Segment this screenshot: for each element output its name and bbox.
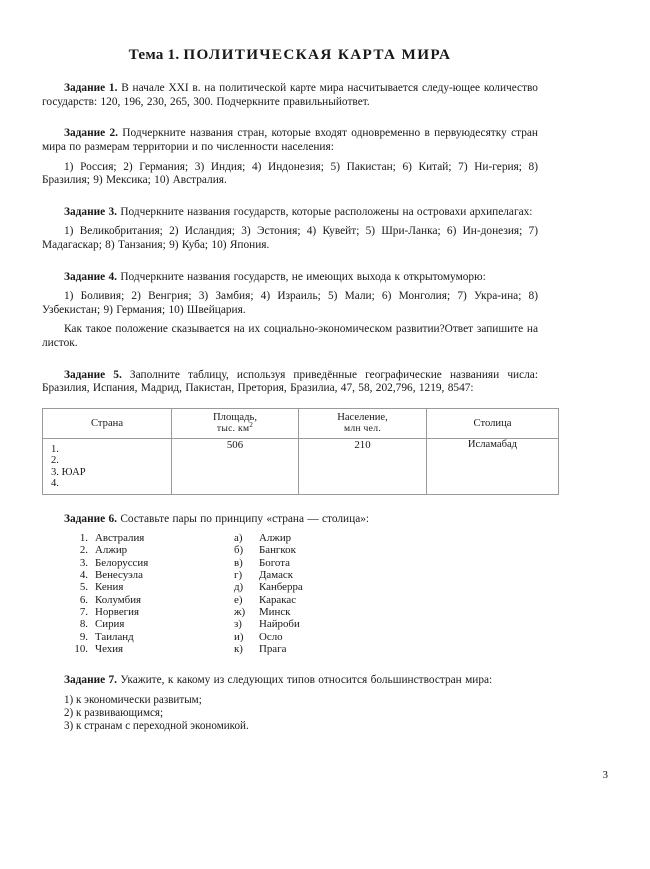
country-key-8: 8. xyxy=(79,618,88,631)
page-title xyxy=(42,46,538,64)
list-item[interactable] xyxy=(64,569,234,581)
list-item[interactable]: 2) к развивающимся; xyxy=(64,706,164,719)
task-5 xyxy=(42,369,538,495)
list-item[interactable] xyxy=(64,594,234,606)
list-item[interactable] xyxy=(234,618,414,630)
table-row xyxy=(43,438,559,494)
country-name-8: Сирия xyxy=(95,618,125,631)
task-4 xyxy=(42,271,538,351)
column-header-population-line2: млн чел. xyxy=(343,423,382,435)
task-7-paragraph xyxy=(42,674,538,688)
list-item[interactable] xyxy=(234,606,414,618)
country-key-1: 1. xyxy=(79,532,88,545)
row-country-3: ЮАР xyxy=(61,466,86,478)
capital-name-v: Богота xyxy=(259,556,290,569)
country-key-6: 6. xyxy=(79,593,88,606)
list-item[interactable] xyxy=(234,643,414,655)
capital-key-d: д) xyxy=(234,581,244,594)
column-header-population xyxy=(299,408,427,438)
list-item[interactable] xyxy=(51,467,171,478)
row-number-2: 2. xyxy=(51,455,59,467)
title-prefix: Тема 1. xyxy=(128,46,180,63)
country-key-10: 10. xyxy=(74,642,88,655)
list-item[interactable] xyxy=(51,478,171,489)
task-3-items xyxy=(42,225,538,252)
list-item[interactable] xyxy=(64,631,234,643)
capital-name-e: Каракас xyxy=(259,593,297,606)
task-4-items-line1: 1) Боливия; 2) Венгрия; 3) Замбия; 4) Израиль; 5) Мали; 6) Монголия; 7) Укра- xyxy=(64,290,502,303)
country-name-4: Венесуэла xyxy=(95,569,143,582)
task-2-line2: десятку стран мира по размерам территории и по численности населения: xyxy=(42,127,538,154)
capital-key-g: г) xyxy=(234,569,243,582)
task-4-paragraph xyxy=(42,271,538,285)
country-name-5: Кения xyxy=(95,581,124,594)
task-3-items-line2: донезия; 7) Мадагаскар; 8) Танзания; 9) Куба; 10) Япония. xyxy=(42,225,538,251)
country-number-list xyxy=(43,439,171,494)
task-6-line1: Составьте пары по принципу «страна — столица»: xyxy=(117,512,370,525)
capital-key-v: в) xyxy=(234,556,243,569)
table-header xyxy=(43,408,559,438)
country-key-7: 7. xyxy=(79,605,88,618)
capital-key-a: а) xyxy=(234,532,243,545)
task-7 xyxy=(42,674,538,733)
list-item[interactable] xyxy=(64,557,234,569)
area-unit-superscript: 2 xyxy=(249,421,254,430)
task-2-items-line2: герия; 8) Бразилия; 9) Мексика; 10) Австралия. xyxy=(42,160,539,187)
list-item[interactable]: 1) к экономически развитым; xyxy=(64,693,202,706)
country-key-2: 2. xyxy=(79,544,88,557)
task-1-line1: В начале XXI в. на политической карте мира насчитывается следу- xyxy=(117,82,453,95)
row-number-3: 3. xyxy=(51,466,59,478)
capital-name-g: Дамаск xyxy=(259,569,294,582)
list-item[interactable] xyxy=(234,557,414,569)
capital-key-i: и) xyxy=(234,630,244,643)
country-name-10: Чехия xyxy=(95,642,124,655)
task-7-options xyxy=(42,694,538,734)
task-4-followup-line2: Ответ запишите на листок. xyxy=(42,323,539,349)
cell-country-list[interactable] xyxy=(43,438,172,494)
task-2 xyxy=(42,127,538,187)
capital-key-b: б) xyxy=(234,544,244,557)
task-4-label: Задание 4. xyxy=(64,270,118,283)
country-name-7: Норвегия xyxy=(95,605,139,618)
task-1-line2: ющее количество государств: 120, 196, 230, 265, 300. Подчеркните правильный xyxy=(42,82,538,108)
list-item[interactable] xyxy=(51,455,171,466)
capital-name-b: Бангкок xyxy=(259,544,296,557)
task-5-paragraph xyxy=(42,369,538,396)
column-header-area xyxy=(172,408,299,438)
task-5-label: Задание 5. xyxy=(64,368,122,381)
task-2-paragraph xyxy=(42,127,538,154)
list-item[interactable] xyxy=(64,581,234,593)
task-1-label: Задание 1. xyxy=(64,82,118,95)
capital-key-zh: ж) xyxy=(234,605,246,618)
capital-name-i: Осло xyxy=(259,630,283,643)
country-name-2: Алжир xyxy=(95,544,128,557)
task-5-table-wrapper xyxy=(42,408,538,495)
task-4-line1: Подчеркните названия государств, не имеющих выхода к открытому xyxy=(117,270,456,283)
task-3-line1: Подчеркните названия государств, которые расположены на островах xyxy=(117,205,461,218)
task-6-label: Задание 6. xyxy=(64,512,118,525)
country-key-5: 5. xyxy=(79,581,88,594)
task-4-followup-line1: Как такое положение сказывается на их социально-экономическом развитии? xyxy=(64,323,445,336)
task-2-items-line1: 1) Россия; 2) Германия; 3) Индия; 4) Индонезия; 5) Пакистан; 6) Китай; 7) Ни- xyxy=(64,160,493,173)
table-header-row xyxy=(43,408,559,438)
country-name-6: Колумбия xyxy=(95,593,142,606)
country-data-table xyxy=(42,408,559,495)
country-name-9: Таиланд xyxy=(95,630,134,643)
task-5-line2: и числа: Бразилия, Испания, Мадрид, Пакистан, Претория, Бразилиа, 47, 58, 202, xyxy=(42,368,538,395)
task-3-line2: и архипелагах: xyxy=(460,205,533,218)
task-3-paragraph xyxy=(42,206,538,220)
task-1-line3: ответ. xyxy=(341,95,370,108)
task-1 xyxy=(42,82,538,109)
row-number-1: 1. xyxy=(51,443,59,455)
task-2-line1: Подчеркните названия стран, которые входят одновременно в первую xyxy=(117,127,470,140)
list-item[interactable] xyxy=(64,618,234,630)
column-header-capital: Столица xyxy=(427,408,559,438)
list-item[interactable] xyxy=(234,532,414,544)
capital-key-e: е) xyxy=(234,593,243,606)
row-number-4: 4. xyxy=(51,478,59,490)
table-body xyxy=(43,438,559,494)
countries-column xyxy=(64,532,234,655)
task-7-line1: Укажите, к какому из следующих типов относится большинство xyxy=(117,674,435,687)
cell-capital-value[interactable]: Исламабад xyxy=(427,438,559,494)
task-4-followup xyxy=(42,323,538,350)
task-3-label: Задание 3. xyxy=(64,205,118,218)
country-key-4: 4. xyxy=(79,569,88,582)
matching-pairs xyxy=(42,532,538,656)
task-5-line1: Заполните таблицу, используя приведённые географические названия xyxy=(121,368,494,381)
capital-name-zh: Минск xyxy=(259,605,291,618)
list-item[interactable] xyxy=(51,444,171,455)
country-name-3: Белоруссия xyxy=(95,556,149,569)
title-main: ПОЛИТИЧЕСКАЯ КАРТА МИРА xyxy=(183,46,452,63)
list-item[interactable] xyxy=(234,631,414,643)
capital-name-k: Прага xyxy=(259,642,287,655)
task-2-label: Задание 2. xyxy=(64,127,118,140)
country-key-3: 3. xyxy=(79,556,88,569)
column-header-area-line2 xyxy=(174,423,296,435)
task-3-items-line1: 1) Великобритания; 2) Исландия; 3) Эстония; 4) Кувейт; 5) Шри-Ланка; 6) Ин- xyxy=(64,225,481,238)
list-item[interactable] xyxy=(234,594,414,606)
list-item[interactable] xyxy=(64,544,234,556)
capital-key-k: к) xyxy=(234,642,243,655)
task-4-line2: морю: xyxy=(455,270,486,283)
cell-area-value[interactable]: 506 xyxy=(172,438,299,494)
task-7-label: Задание 7. xyxy=(64,674,118,687)
country-key-9: 9. xyxy=(79,630,88,643)
task-5-line3: 796, 1219, 8547: xyxy=(395,382,474,395)
task-3 xyxy=(42,206,538,253)
list-item[interactable] xyxy=(64,532,234,544)
task-2-items xyxy=(42,161,538,188)
list-item[interactable] xyxy=(64,643,234,655)
list-item[interactable]: 3) к странам с переходной экономикой. xyxy=(64,720,249,733)
capital-name-d: Канберра xyxy=(259,581,303,594)
page-number: 3 xyxy=(602,769,608,781)
column-header-population-line1: Население, xyxy=(337,411,388,423)
capital-name-a: Алжир xyxy=(259,532,292,545)
task-1-paragraph xyxy=(42,82,538,109)
capital-key-z: з) xyxy=(234,618,242,631)
list-item[interactable] xyxy=(234,569,414,581)
capitals-column xyxy=(234,532,414,655)
country-name-1: Австралия xyxy=(95,532,145,545)
list-item[interactable] xyxy=(234,581,414,593)
area-unit-text: тыс. км xyxy=(216,423,250,435)
cell-population-value[interactable]: 210 xyxy=(299,438,427,494)
task-6-paragraph xyxy=(42,513,538,527)
task-6 xyxy=(42,513,538,657)
task-4-items-line2: ина; 8) Узбекистан; 9) Германия; 10) Швейцария. xyxy=(42,290,538,316)
column-header-area-line1: Площадь, xyxy=(213,411,257,423)
task-7-line2: стран мира: xyxy=(434,674,493,687)
capital-name-z: Найроби xyxy=(259,618,300,631)
column-header-country: Страна xyxy=(43,408,172,438)
task-4-items xyxy=(42,290,538,317)
list-item[interactable] xyxy=(64,606,234,618)
list-item[interactable] xyxy=(234,544,414,556)
page-content xyxy=(42,46,538,733)
